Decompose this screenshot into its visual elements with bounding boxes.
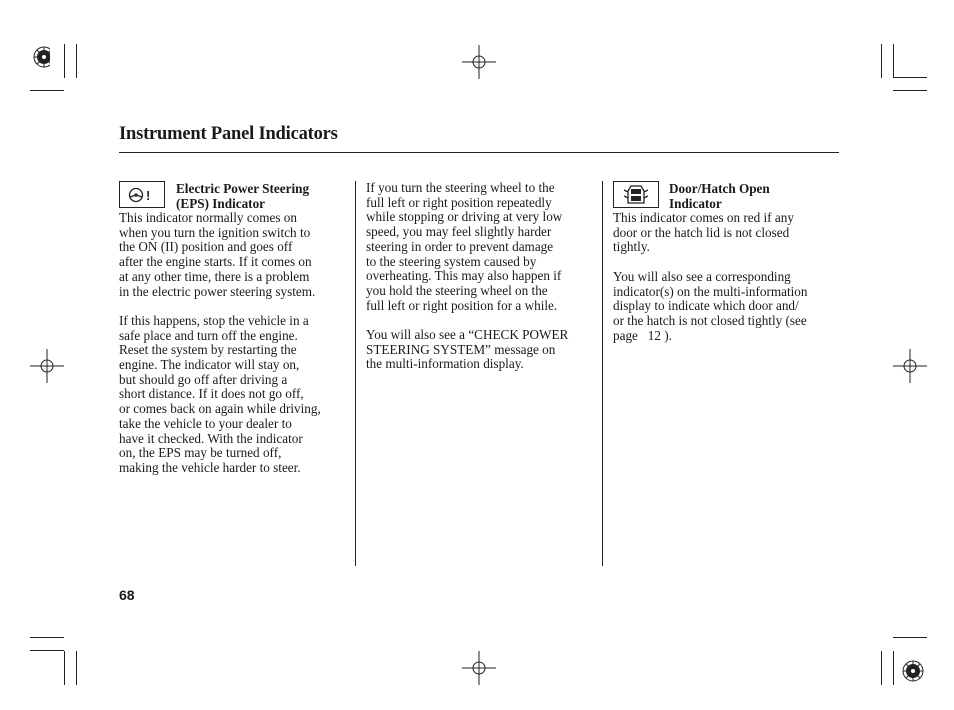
paragraph: This indicator normally comes on when you turn the ignition switch to the ON (II) position and goes off after the engine starts. If it comes on at any other time, there is a problem in the electric power steering system. (119, 210, 316, 299)
door-heading: Door/Hatch Open Indicator (669, 181, 770, 211)
registration-target-icon (462, 651, 496, 685)
page-number: 68 (119, 587, 135, 603)
registration-starburst-icon (901, 658, 925, 684)
eps-heading: Electric Power Steering (EPS) Indicator (176, 181, 310, 211)
door-body (613, 211, 849, 343)
column-divider (355, 181, 356, 566)
registration-starburst-icon (30, 44, 50, 72)
column-divider (602, 181, 603, 566)
paragraph: This indicator comes on red if any door or the hatch lid is not closed tightly. (613, 210, 794, 255)
svg-text:!: ! (146, 187, 151, 203)
eps-body (119, 211, 353, 476)
title-rule (119, 152, 839, 153)
paragraph: If this happens, stop the vehicle in a safe place and turn off the engine. Reset the system by restarting the engine. The indicator will stay on, but should go off after driving a short distance. If it does not go off, or comes back on again while driving, take the vehicle to your dealer to have it checked. With the indicator on, the EPS may be turned off, making the vehicle harder to steer. (119, 312, 321, 475)
registration-target-icon (30, 349, 64, 383)
eps-indicator-icon (119, 181, 165, 208)
middle-body (366, 181, 600, 372)
paragraph: You will also see a corresponding indicator(s) on the multi-information display to indicate which door and/ or the hatch is not closed tightly (see page 12 ). (613, 268, 808, 343)
paragraph: You will also see a “CHECK POWER STEERING SYSTEM” message on the multi-information display. (366, 327, 569, 372)
page-reference-link[interactable]: page 12 ). (613, 327, 672, 343)
section-title: Instrument Panel Indicators (119, 124, 338, 144)
door-open-indicator-icon (613, 181, 659, 208)
paragraph: If you turn the steering wheel to the full left or right position repeatedly while stopping or driving at very low speed, you may feel slightly harder steering in order to prevent damage to the steering system caused by overheating. This may also happen if you hold the steering wheel on the full left or right position for a while. (366, 180, 563, 313)
registration-target-icon (893, 349, 927, 383)
registration-target-icon (462, 45, 496, 79)
